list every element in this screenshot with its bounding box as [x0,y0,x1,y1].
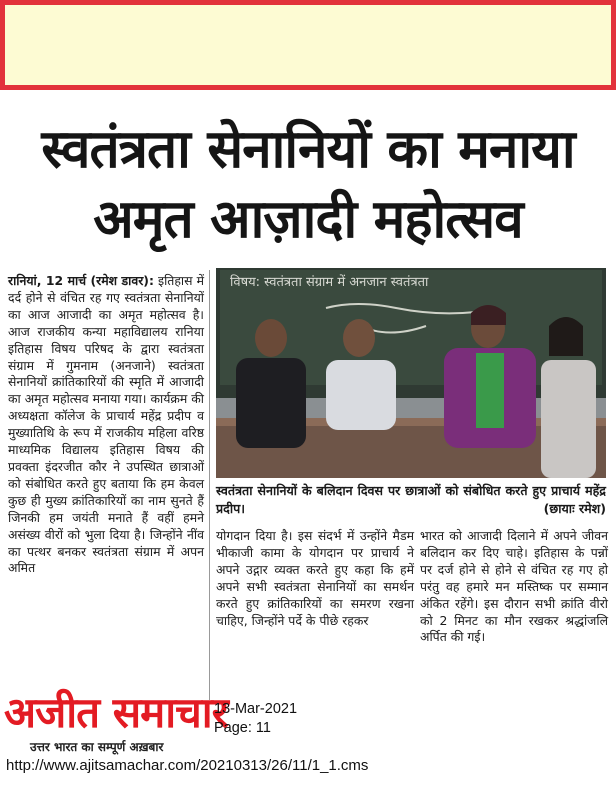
photo-caption-text: स्वतंत्रता सेनानियों के बलिदान दिवस पर छात्राओं को संबोधित करते हुए प्राचार्य महेंद्र प्रदीप। [216,483,606,516]
edition-page: Page: 11 [214,720,271,736]
column-3-text: भारत को आजादी दिलाने में अपने जीवन बलिदान कर दिए चाहे। इतिहास के पन्नों पर दर्ज होने से होने से वंचित रह गए हो परंतु वह हमारे मन मस्तिष्क पर सम्मान अंकित रहेंगे। इस दौरान सभी क्रांति वीरो को 2 मिनट का मौन रखकर श्रद्धांजलि अर्पित की गई। [420,528,608,645]
top-banner [0,0,616,90]
article-column-1 [8,273,204,577]
headline [0,115,616,255]
edition-date: 13-Mar-2021 [214,701,298,717]
article-column-2 [216,528,414,629]
masthead-logo: अजीत समाचार [4,688,228,737]
dateline: रानियां, 12 मार्च (रमेश डावर): [8,273,154,288]
photo-caption [216,482,606,518]
photo-credit: (छायाः रमेश) [543,501,606,516]
column-divider [209,270,210,700]
blackboard-text: विषय: स्वतंत्रता संग्राम में अनजान स्वतंत्रता [230,275,429,290]
headline-line-2: अमृत आज़ादी महोत्सव [93,189,523,250]
edition-meta [214,700,297,738]
news-photo [216,268,606,478]
masthead-tagline: उत्तर भारत का सम्पूर्ण अख़बार [30,740,164,754]
column-1-text: इतिहास में दर्द होने से वंचित रह गए स्वतंत्रता सेनानियों का आज आजादी का अमृत महोत्सव है। आज राजकीय कन्या महाविद्यालय रानिया इतिहास विषय परिषद के द्वारा स्वतंत्रता संग्राम में गुमनाम (अनजाने) स्वतंत्रता सेनानियों क्रांतिकारियों की स्मृति में आजादी का अमृत महोत्सव मनाया गया। कार्यक्रम की अध्यक्षता कॉलेज के प्राचार्य महेंद्र प्रदीप व मुख्यातिथि के रूप में राजकीय महिला वरिष्ठ माध्यमिक विद्यालय इतिहास विषय की प्रवक्ता इंदरजीत कौर ने उपस्थित छात्राओं को संबोधित करते हुए बताया कि हम केवल कुछ ही मुख्य क्रांतिकारियों का नाम सुनते हैं जिनकी हम जयंती मनाते हैं वहीं हमने असंख्य वीरों को भुला दिया है। जिन्होंने नींव का पत्थर बनकर स्वतंत्रता संग्राम में अपन अमित [8,273,204,576]
column-2-text: योगदान दिया है। इस संदर्भ में उन्होंने मैडम भीकाजी कामा के योगदान पर प्राचार्य ने अपने उद्गार व्यक्त करते हुए कहा कि हमें अपने सभी स्वतंत्रता सेनानियों का समर्थन करते हुए क्रांतिकारियों का समरण रखना चाहिए, जिन्होंने पर्दे के पीछे रहकर [216,528,414,628]
source-url: http://www.ajitsamachar.com/20210313/26/11/1_1.cms [6,757,369,774]
headline-line-1: स्वतंत्रता सेनानियों का मनाया [41,119,575,180]
article-column-3 [420,528,608,646]
